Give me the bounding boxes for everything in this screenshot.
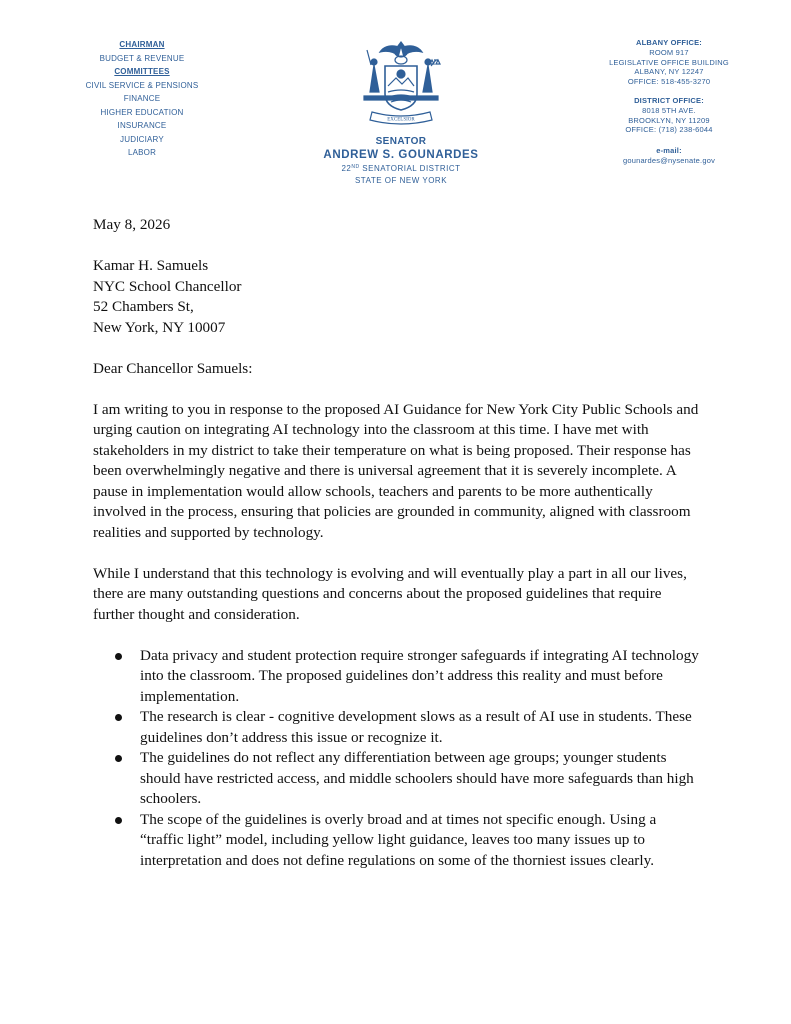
albany-office-heading: ALBANY OFFICE: xyxy=(636,38,702,47)
office-contacts xyxy=(596,38,742,166)
district-text: SENATORIAL DISTRICT xyxy=(359,164,461,173)
recipient-line: Kamar H. Samuels xyxy=(93,257,209,274)
bullet-icon xyxy=(115,817,122,824)
salutation: Dear Chancellor Samuels: xyxy=(93,359,253,377)
committee-item: HIGHER EDUCATION xyxy=(100,107,184,117)
letterhead xyxy=(0,0,791,200)
district-office-line: BROOKLYN, NY 11209 xyxy=(628,115,710,125)
list-item xyxy=(93,646,703,708)
state-name: STATE OF NEW YORK xyxy=(354,175,448,185)
senator-name-block xyxy=(300,135,502,186)
list-item xyxy=(93,748,703,810)
senatorial-district xyxy=(300,162,502,175)
district-office-line: OFFICE: (718) 238-6044 xyxy=(625,125,713,135)
new-york-state-seal xyxy=(352,38,450,134)
bullet-icon xyxy=(115,714,122,721)
list-item xyxy=(93,810,703,872)
recipient-line: New York, NY 10007 xyxy=(93,318,226,336)
albany-office-line: OFFICE: 518-455-3270 xyxy=(627,77,711,87)
letter-date: May 8, 2026 xyxy=(93,216,171,233)
email-heading: e-mail: xyxy=(656,146,682,156)
senator-name: ANDREW S. GOUNARDES xyxy=(323,149,479,161)
district-office-heading: DISTRICT OFFICE: xyxy=(634,95,704,105)
senator-title: SENATOR xyxy=(375,136,427,147)
recipient-line: NYC School Chancellor xyxy=(93,277,242,295)
district-number: 22 xyxy=(341,164,352,173)
committee-item: LABOR xyxy=(127,148,157,157)
albany-office-line: ALBANY, NY 12247 xyxy=(634,67,704,77)
albany-office-line: LEGISLATIVE OFFICE BUILDING xyxy=(609,57,729,67)
body-paragraph: While I understand that this technology is evolving and will eventually play a part in all our lives, there are many outstanding questions and concerns about the proposed guidelines that require further thought and consideration. xyxy=(93,564,687,623)
bullet-icon xyxy=(115,653,122,660)
albany-office-line: ROOM 917 xyxy=(649,47,689,57)
committee-list xyxy=(72,38,212,160)
committee-item: FINANCE xyxy=(123,94,161,103)
list-item-text: The scope of the guidelines is overly broad and at times not specific enough. Using a “traffic light” model, including yellow light guidance, leaves too many issues up to interpretation and does not define regulations on some of the thorniest issues clearly. xyxy=(140,810,657,869)
email-address[interactable]: gounardes@nysenate.gov xyxy=(622,155,716,165)
bullet-icon xyxy=(115,755,122,762)
chairman-heading: CHAIRMAN xyxy=(119,40,165,49)
list-item-text: Data privacy and student protection require stronger safeguards if integrating AI technology into the classroom. The proposed guidelines don’t address this reality and must before implementation. xyxy=(140,646,699,705)
list-item xyxy=(93,707,703,748)
concerns-list xyxy=(93,646,703,872)
committee-item: CIVIL SERVICE & PENSIONS xyxy=(85,80,199,90)
letter-body xyxy=(93,215,703,871)
district-office-line: 8018 5TH AVE. xyxy=(642,105,696,115)
committees-heading: COMMITTEES xyxy=(114,67,170,76)
recipient-address xyxy=(93,256,703,338)
seal-motto: EXCELSIOR xyxy=(387,117,415,123)
district-suffix: ND xyxy=(351,164,360,170)
list-item-text: The guidelines do not reflect any differentiation between age groups; younger students should have restricted access, and middle schoolers should have more safeguards than high schoolers. xyxy=(140,749,694,807)
committee-item: JUDICIARY xyxy=(120,134,164,144)
list-item-text: The research is clear - cognitive development slows as a result of AI use in students. These guidelines don’t address this issue or recognize it. xyxy=(140,708,692,746)
body-paragraph: I am writing to you in response to the proposed AI Guidance for New York City Public Schools and urging caution on integrating AI technology into the classroom at this time. I have met with stakeholders in my district to take their temperature on what is being proposed. Their response has been overwhelmingly negative and there is universal agreement that it is severely incomplete. A pause in implementation would allow schools, teachers and parents to be more authentically involved in the process, ensuring that policies are grounded in community, aligned with classroom realities and supported by technology. xyxy=(93,400,699,541)
chairman-item: BUDGET & REVENUE xyxy=(99,53,185,63)
recipient-line: 52 Chambers St, xyxy=(93,298,194,315)
committee-item: INSURANCE xyxy=(117,121,167,130)
